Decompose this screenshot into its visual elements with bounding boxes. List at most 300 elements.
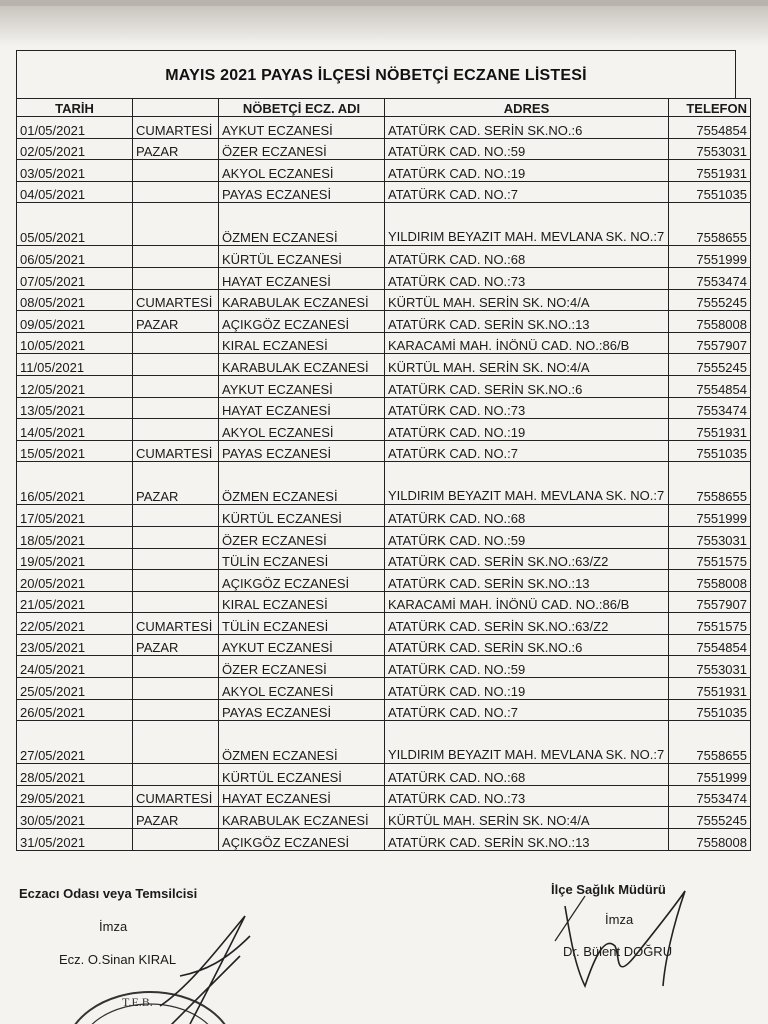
cell-pharmacy-text: KARABULAK ECZANESİ (222, 295, 369, 311)
cell-phone-text: 7554854 (696, 640, 747, 656)
cell-address (385, 526, 669, 548)
cell-day-text: CUMARTESİ (136, 446, 213, 462)
cell-pharmacy-text: KIRAL ECZANESİ (222, 597, 328, 613)
cell-phone-text: 7551931 (696, 424, 747, 440)
cell-pharmacy-text: KÜRTÜL ECZANESİ (222, 769, 342, 785)
cell-day (133, 332, 219, 354)
cell-date-text: 02/05/2021 (20, 144, 86, 160)
cell-phone-text: 7558655 (696, 748, 747, 764)
cell-phone (669, 656, 751, 678)
cell-phone (669, 160, 751, 182)
cell-pharmacy-text: AYKUT ECZANESİ (222, 122, 333, 138)
cell-address-text: ATATÜRK CAD. NO.:7 (388, 705, 519, 721)
cell-pharmacy (219, 591, 385, 613)
cell-address-text: ATATÜRK CAD. SERİN SK.NO.:13 (388, 834, 590, 850)
cell-pharmacy (219, 354, 385, 376)
cell-address-text: ATATÜRK CAD. SERİN SK.NO.:6 (388, 122, 583, 138)
cell-date (17, 656, 133, 678)
cell-address (385, 419, 669, 441)
cell-date (17, 138, 133, 160)
cell-pharmacy-text: PAYAS ECZANESİ (222, 446, 332, 462)
cell-phone-text: 7555245 (696, 813, 747, 829)
cell-day (133, 721, 219, 764)
cell-day (133, 289, 219, 311)
cell-phone (669, 721, 751, 764)
cell-pharmacy (219, 332, 385, 354)
cell-address-text: ATATÜRK CAD. NO.:68 (388, 510, 526, 526)
cell-date (17, 397, 133, 419)
cell-phone-text: 7555245 (696, 359, 747, 375)
cell-address (385, 785, 669, 807)
cell-date-text: 28/05/2021 (20, 769, 86, 785)
cell-address-text: ATATÜRK CAD. SERİN SK.NO.:63/Z2 (388, 554, 609, 570)
cell-day (133, 246, 219, 268)
cell-day-text: PAZAR (136, 489, 179, 505)
cell-phone-text: 7555245 (696, 295, 747, 311)
document-page (0, 6, 768, 1024)
cell-phone (669, 397, 751, 419)
cell-address (385, 505, 669, 527)
cell-pharmacy-text: PAYAS ECZANESİ (222, 187, 332, 203)
cell-day (133, 138, 219, 160)
table-row (17, 181, 751, 203)
cell-phone (669, 613, 751, 635)
cell-day-text: CUMARTESİ (136, 122, 213, 138)
cell-address (385, 829, 669, 851)
cell-pharmacy-text: KIRAL ECZANESİ (222, 338, 328, 354)
cell-pharmacy (219, 375, 385, 397)
cell-date (17, 699, 133, 721)
cell-pharmacy-text: KÜRTÜL ECZANESİ (222, 510, 342, 526)
cell-phone-text: 7551999 (696, 251, 747, 267)
table-row (17, 203, 751, 246)
cell-day (133, 656, 219, 678)
cell-phone (669, 505, 751, 527)
cell-date (17, 311, 133, 333)
table-row (17, 397, 751, 419)
cell-address (385, 807, 669, 829)
cell-pharmacy (219, 117, 385, 139)
cell-address-text: ATATÜRK CAD. SERİN SK.NO.:63/Z2 (388, 618, 609, 634)
cell-phone (669, 181, 751, 203)
cell-phone-text: 7554854 (696, 381, 747, 397)
cell-date-text: 14/05/2021 (20, 424, 86, 440)
cell-address (385, 440, 669, 462)
cell-phone (669, 634, 751, 656)
cell-address-text: KÜRTÜL MAH. SERİN SK. NO:4/A (388, 359, 590, 375)
cell-date-text: 09/05/2021 (20, 316, 86, 332)
table-row (17, 721, 751, 764)
cell-date-text: 08/05/2021 (20, 295, 86, 311)
cell-date (17, 267, 133, 289)
cell-date (17, 289, 133, 311)
cell-phone (669, 375, 751, 397)
cell-date-text: 01/05/2021 (20, 122, 86, 138)
cell-date-text: 18/05/2021 (20, 532, 86, 548)
cell-pharmacy (219, 505, 385, 527)
cell-date-text: 06/05/2021 (20, 251, 86, 267)
cell-address (385, 160, 669, 182)
cell-date-text: 23/05/2021 (20, 640, 86, 656)
cell-day (133, 203, 219, 246)
cell-day (133, 829, 219, 851)
table-row (17, 117, 751, 139)
cell-day (133, 440, 219, 462)
cell-date-text: 07/05/2021 (20, 273, 86, 289)
table-row (17, 419, 751, 441)
cell-pharmacy-text: AÇIKGÖZ ECZANESİ (222, 316, 350, 332)
cell-date (17, 160, 133, 182)
cell-pharmacy (219, 203, 385, 246)
cell-date-text: 15/05/2021 (20, 446, 86, 462)
header-address: ADRES (385, 99, 669, 117)
stamp-text: T.E.B. (122, 995, 153, 1009)
cell-day (133, 375, 219, 397)
cell-date-text: 12/05/2021 (20, 381, 86, 397)
cell-address (385, 699, 669, 721)
cell-date (17, 332, 133, 354)
cell-phone-text: 7553474 (696, 791, 747, 807)
cell-phone-text: 7553031 (696, 144, 747, 160)
cell-pharmacy-text: AKYOL ECZANESİ (222, 424, 334, 440)
cell-day (133, 117, 219, 139)
cell-pharmacy (219, 721, 385, 764)
cell-phone (669, 440, 751, 462)
cell-phone (669, 699, 751, 721)
cell-day-text: CUMARTESİ (136, 791, 213, 807)
cell-day (133, 764, 219, 786)
cell-pharmacy (219, 699, 385, 721)
cell-address-text: ATATÜRK CAD. SERİN SK.NO.:13 (388, 316, 590, 332)
table-row (17, 354, 751, 376)
table-row (17, 440, 751, 462)
page-shadow (0, 6, 768, 46)
cell-day (133, 807, 219, 829)
cell-phone (669, 570, 751, 592)
cell-address (385, 591, 669, 613)
cell-phone (669, 785, 751, 807)
cell-address-text: YILDIRIM BEYAZIT MAH. MEVLANA SK. NO.:7 (388, 488, 665, 504)
cell-date (17, 505, 133, 527)
cell-phone (669, 829, 751, 851)
cell-address-text: YILDIRIM BEYAZIT MAH. MEVLANA SK. NO.:7 (388, 747, 665, 763)
table-row (17, 591, 751, 613)
cell-date (17, 419, 133, 441)
cell-phone (669, 203, 751, 246)
cell-pharmacy-text: HAYAT ECZANESİ (222, 273, 331, 289)
cell-pharmacy-text: AKYOL ECZANESİ (222, 683, 334, 699)
cell-address (385, 721, 669, 764)
cell-date-text: 05/05/2021 (20, 230, 86, 246)
cell-phone-text: 7551575 (696, 618, 747, 634)
title-box (16, 50, 736, 98)
cell-date-text: 22/05/2021 (20, 618, 86, 634)
cell-phone (669, 807, 751, 829)
table-row (17, 332, 751, 354)
district-health-director-title: İlçe Sağlık Müdürü (551, 882, 666, 897)
cell-pharmacy (219, 570, 385, 592)
cell-date (17, 375, 133, 397)
cell-date-text: 29/05/2021 (20, 791, 86, 807)
cell-date (17, 203, 133, 246)
cell-date (17, 440, 133, 462)
cell-address-text: ATATÜRK CAD. NO.:59 (388, 662, 526, 678)
cell-address-text: YILDIRIM BEYAZIT MAH. MEVLANA SK. NO.:7 (388, 229, 665, 245)
cell-date-text: 19/05/2021 (20, 554, 86, 570)
cell-date (17, 829, 133, 851)
cell-phone-text: 7553031 (696, 532, 747, 548)
cell-phone-text: 7551575 (696, 554, 747, 570)
cell-pharmacy-text: KÜRTÜL ECZANESİ (222, 251, 342, 267)
cell-date (17, 678, 133, 700)
cell-address-text: KARACAMİ MAH. İNÖNÜ CAD. NO.:86/B (388, 597, 630, 613)
table-row (17, 678, 751, 700)
cell-phone-text: 7551931 (696, 683, 747, 699)
right-signatory-name: Dr. Bülent DOĞRU (563, 944, 673, 959)
cell-phone (669, 311, 751, 333)
table-row (17, 289, 751, 311)
cell-phone-text: 7554854 (696, 122, 747, 138)
table-header-row (17, 99, 751, 117)
cell-address-text: ATATÜRK CAD. NO.:7 (388, 187, 519, 203)
cell-date (17, 526, 133, 548)
cell-address-text: ATATÜRK CAD. NO.:73 (388, 791, 526, 807)
cell-phone-text: 7551999 (696, 769, 747, 785)
cell-pharmacy-text: TÜLİN ECZANESİ (222, 618, 329, 634)
cell-address-text: KÜRTÜL MAH. SERİN SK. NO:4/A (388, 295, 590, 311)
cell-phone-text: 7551035 (696, 705, 747, 721)
cell-day (133, 591, 219, 613)
cell-phone (669, 678, 751, 700)
cell-pharmacy-text: HAYAT ECZANESİ (222, 791, 331, 807)
cell-pharmacy (219, 807, 385, 829)
cell-address (385, 246, 669, 268)
cell-phone-text: 7558008 (696, 834, 747, 850)
table-row (17, 505, 751, 527)
cell-date-text: 20/05/2021 (20, 575, 86, 591)
cell-date-text: 24/05/2021 (20, 662, 86, 678)
cell-phone-text: 7558655 (696, 230, 747, 246)
header-date: TARİH (17, 99, 133, 117)
cell-day (133, 160, 219, 182)
cell-day (133, 613, 219, 635)
cell-pharmacy (219, 138, 385, 160)
cell-day (133, 548, 219, 570)
right-signature-label: İmza (605, 912, 634, 927)
cell-phone-text: 7551035 (696, 446, 747, 462)
cell-pharmacy (219, 613, 385, 635)
cell-phone (669, 764, 751, 786)
cell-pharmacy (219, 267, 385, 289)
cell-day (133, 354, 219, 376)
cell-pharmacy (219, 160, 385, 182)
cell-date-text: 27/05/2021 (20, 748, 86, 764)
cell-pharmacy-text: ÖZER ECZANESİ (222, 532, 327, 548)
cell-pharmacy (219, 246, 385, 268)
left-signature-label: İmza (99, 919, 128, 934)
cell-phone-text: 7558008 (696, 575, 747, 591)
cell-phone (669, 138, 751, 160)
cell-pharmacy (219, 548, 385, 570)
cell-pharmacy-text: AÇIKGÖZ ECZANESİ (222, 834, 350, 850)
cell-date (17, 807, 133, 829)
cell-pharmacy-text: AKYOL ECZANESİ (222, 165, 334, 181)
cell-pharmacy-text: KARABULAK ECZANESİ (222, 813, 369, 829)
cell-date (17, 785, 133, 807)
table-row (17, 699, 751, 721)
cell-pharmacy (219, 764, 385, 786)
cell-date (17, 354, 133, 376)
table-row (17, 613, 751, 635)
document-title: MAYIS 2021 PAYAS İLÇESİ NÖBETÇİ ECZANE LİSTESİ (165, 67, 587, 84)
table-row (17, 829, 751, 851)
pharmacy-duty-table (16, 98, 751, 851)
cell-phone (669, 419, 751, 441)
left-handwritten-signature (150, 906, 260, 1024)
cell-address (385, 181, 669, 203)
cell-date-text: 17/05/2021 (20, 510, 86, 526)
cell-phone (669, 526, 751, 548)
cell-day (133, 267, 219, 289)
cell-phone (669, 354, 751, 376)
cell-phone-text: 7557907 (696, 338, 747, 354)
cell-pharmacy (219, 656, 385, 678)
cell-phone-text: 7551931 (696, 165, 747, 181)
cell-date-text: 21/05/2021 (20, 597, 86, 613)
cell-pharmacy-text: ÖZMEN ECZANESİ (222, 489, 338, 505)
cell-address-text: ATATÜRK CAD. NO.:19 (388, 424, 526, 440)
cell-address-text: ATATÜRK CAD. NO.:68 (388, 769, 526, 785)
cell-pharmacy-text: ÖZMEN ECZANESİ (222, 748, 338, 764)
cell-phone-text: 7558008 (696, 316, 747, 332)
cell-day-text: CUMARTESİ (136, 618, 213, 634)
cell-day (133, 505, 219, 527)
cell-date (17, 613, 133, 635)
cell-date (17, 570, 133, 592)
cell-date-text: 03/05/2021 (20, 165, 86, 181)
cell-address (385, 354, 669, 376)
cell-day (133, 397, 219, 419)
header-pharmacy: NÖBETÇİ ECZ. ADI (219, 99, 385, 117)
table-row (17, 462, 751, 505)
cell-day (133, 678, 219, 700)
left-signatory-name: Ecz. O.Sinan KIRAL (59, 952, 177, 967)
cell-address (385, 138, 669, 160)
cell-pharmacy (219, 397, 385, 419)
chamber-representative-title: Eczacı Odası veya Temsilcisi (19, 886, 198, 901)
cell-address (385, 203, 669, 246)
cell-phone (669, 267, 751, 289)
cell-pharmacy (219, 678, 385, 700)
table-row (17, 138, 751, 160)
cell-phone-text: 7553474 (696, 273, 747, 289)
table-row (17, 548, 751, 570)
cell-address-text: ATATÜRK CAD. NO.:59 (388, 532, 526, 548)
cell-address (385, 613, 669, 635)
cell-phone (669, 117, 751, 139)
table-row (17, 267, 751, 289)
cell-address (385, 656, 669, 678)
cell-address-text: ATATÜRK CAD. NO.:73 (388, 403, 526, 419)
table-row (17, 764, 751, 786)
cell-date (17, 181, 133, 203)
table-row (17, 785, 751, 807)
table-row (17, 375, 751, 397)
cell-date (17, 548, 133, 570)
cell-pharmacy (219, 785, 385, 807)
cell-pharmacy (219, 289, 385, 311)
cell-date (17, 246, 133, 268)
cell-pharmacy-text: ÖZER ECZANESİ (222, 662, 327, 678)
cell-address-text: ATATÜRK CAD. NO.:59 (388, 144, 526, 160)
cell-pharmacy (219, 311, 385, 333)
cell-pharmacy-text: KARABULAK ECZANESİ (222, 359, 369, 375)
cell-address (385, 397, 669, 419)
cell-address-text: KÜRTÜL MAH. SERİN SK. NO:4/A (388, 813, 590, 829)
cell-pharmacy (219, 462, 385, 505)
cell-day-text: CUMARTESİ (136, 295, 213, 311)
cell-day (133, 699, 219, 721)
cell-date-text: 11/05/2021 (20, 359, 85, 375)
cell-address-text: ATATÜRK CAD. NO.:68 (388, 251, 526, 267)
cell-address (385, 764, 669, 786)
cell-date (17, 591, 133, 613)
cell-phone (669, 548, 751, 570)
cell-pharmacy-text: AÇIKGÖZ ECZANESİ (222, 575, 350, 591)
cell-day-text: PAZAR (136, 316, 179, 332)
cell-pharmacy (219, 526, 385, 548)
cell-address (385, 634, 669, 656)
cell-date-text: 26/05/2021 (20, 705, 86, 721)
cell-date-text: 04/05/2021 (20, 187, 86, 203)
table-row (17, 311, 751, 333)
cell-pharmacy-text: PAYAS ECZANESİ (222, 705, 332, 721)
cell-pharmacy-text: TÜLİN ECZANESİ (222, 554, 329, 570)
cell-phone (669, 591, 751, 613)
cell-address-text: ATATÜRK CAD. NO.:73 (388, 273, 526, 289)
table-row (17, 246, 751, 268)
cell-address (385, 267, 669, 289)
cell-pharmacy-text: AYKUT ECZANESİ (222, 640, 333, 656)
cell-phone-text: 7551999 (696, 510, 747, 526)
cell-address-text: ATATÜRK CAD. NO.:7 (388, 446, 519, 462)
table-row (17, 570, 751, 592)
cell-date (17, 117, 133, 139)
cell-address-text: ATATÜRK CAD. SERİN SK.NO.:13 (388, 575, 590, 591)
table-row (17, 634, 751, 656)
cell-phone (669, 332, 751, 354)
cell-address (385, 570, 669, 592)
cell-phone-text: 7551035 (696, 187, 747, 203)
cell-day (133, 634, 219, 656)
cell-address (385, 117, 669, 139)
header-day (133, 99, 219, 117)
table-row (17, 160, 751, 182)
cell-date (17, 634, 133, 656)
right-handwritten-signature (545, 886, 705, 996)
cell-phone-text: 7553031 (696, 662, 747, 678)
table-row (17, 656, 751, 678)
cell-pharmacy-text: AYKUT ECZANESİ (222, 381, 333, 397)
cell-day (133, 419, 219, 441)
cell-address-text: ATATÜRK CAD. NO.:19 (388, 683, 526, 699)
cell-address-text: KARACAMİ MAH. İNÖNÜ CAD. NO.:86/B (388, 338, 630, 354)
cell-pharmacy-text: ÖZMEN ECZANESİ (222, 230, 338, 246)
cell-day (133, 570, 219, 592)
cell-phone (669, 462, 751, 505)
cell-address (385, 289, 669, 311)
cell-address-text: ATATÜRK CAD. NO.:19 (388, 165, 526, 181)
